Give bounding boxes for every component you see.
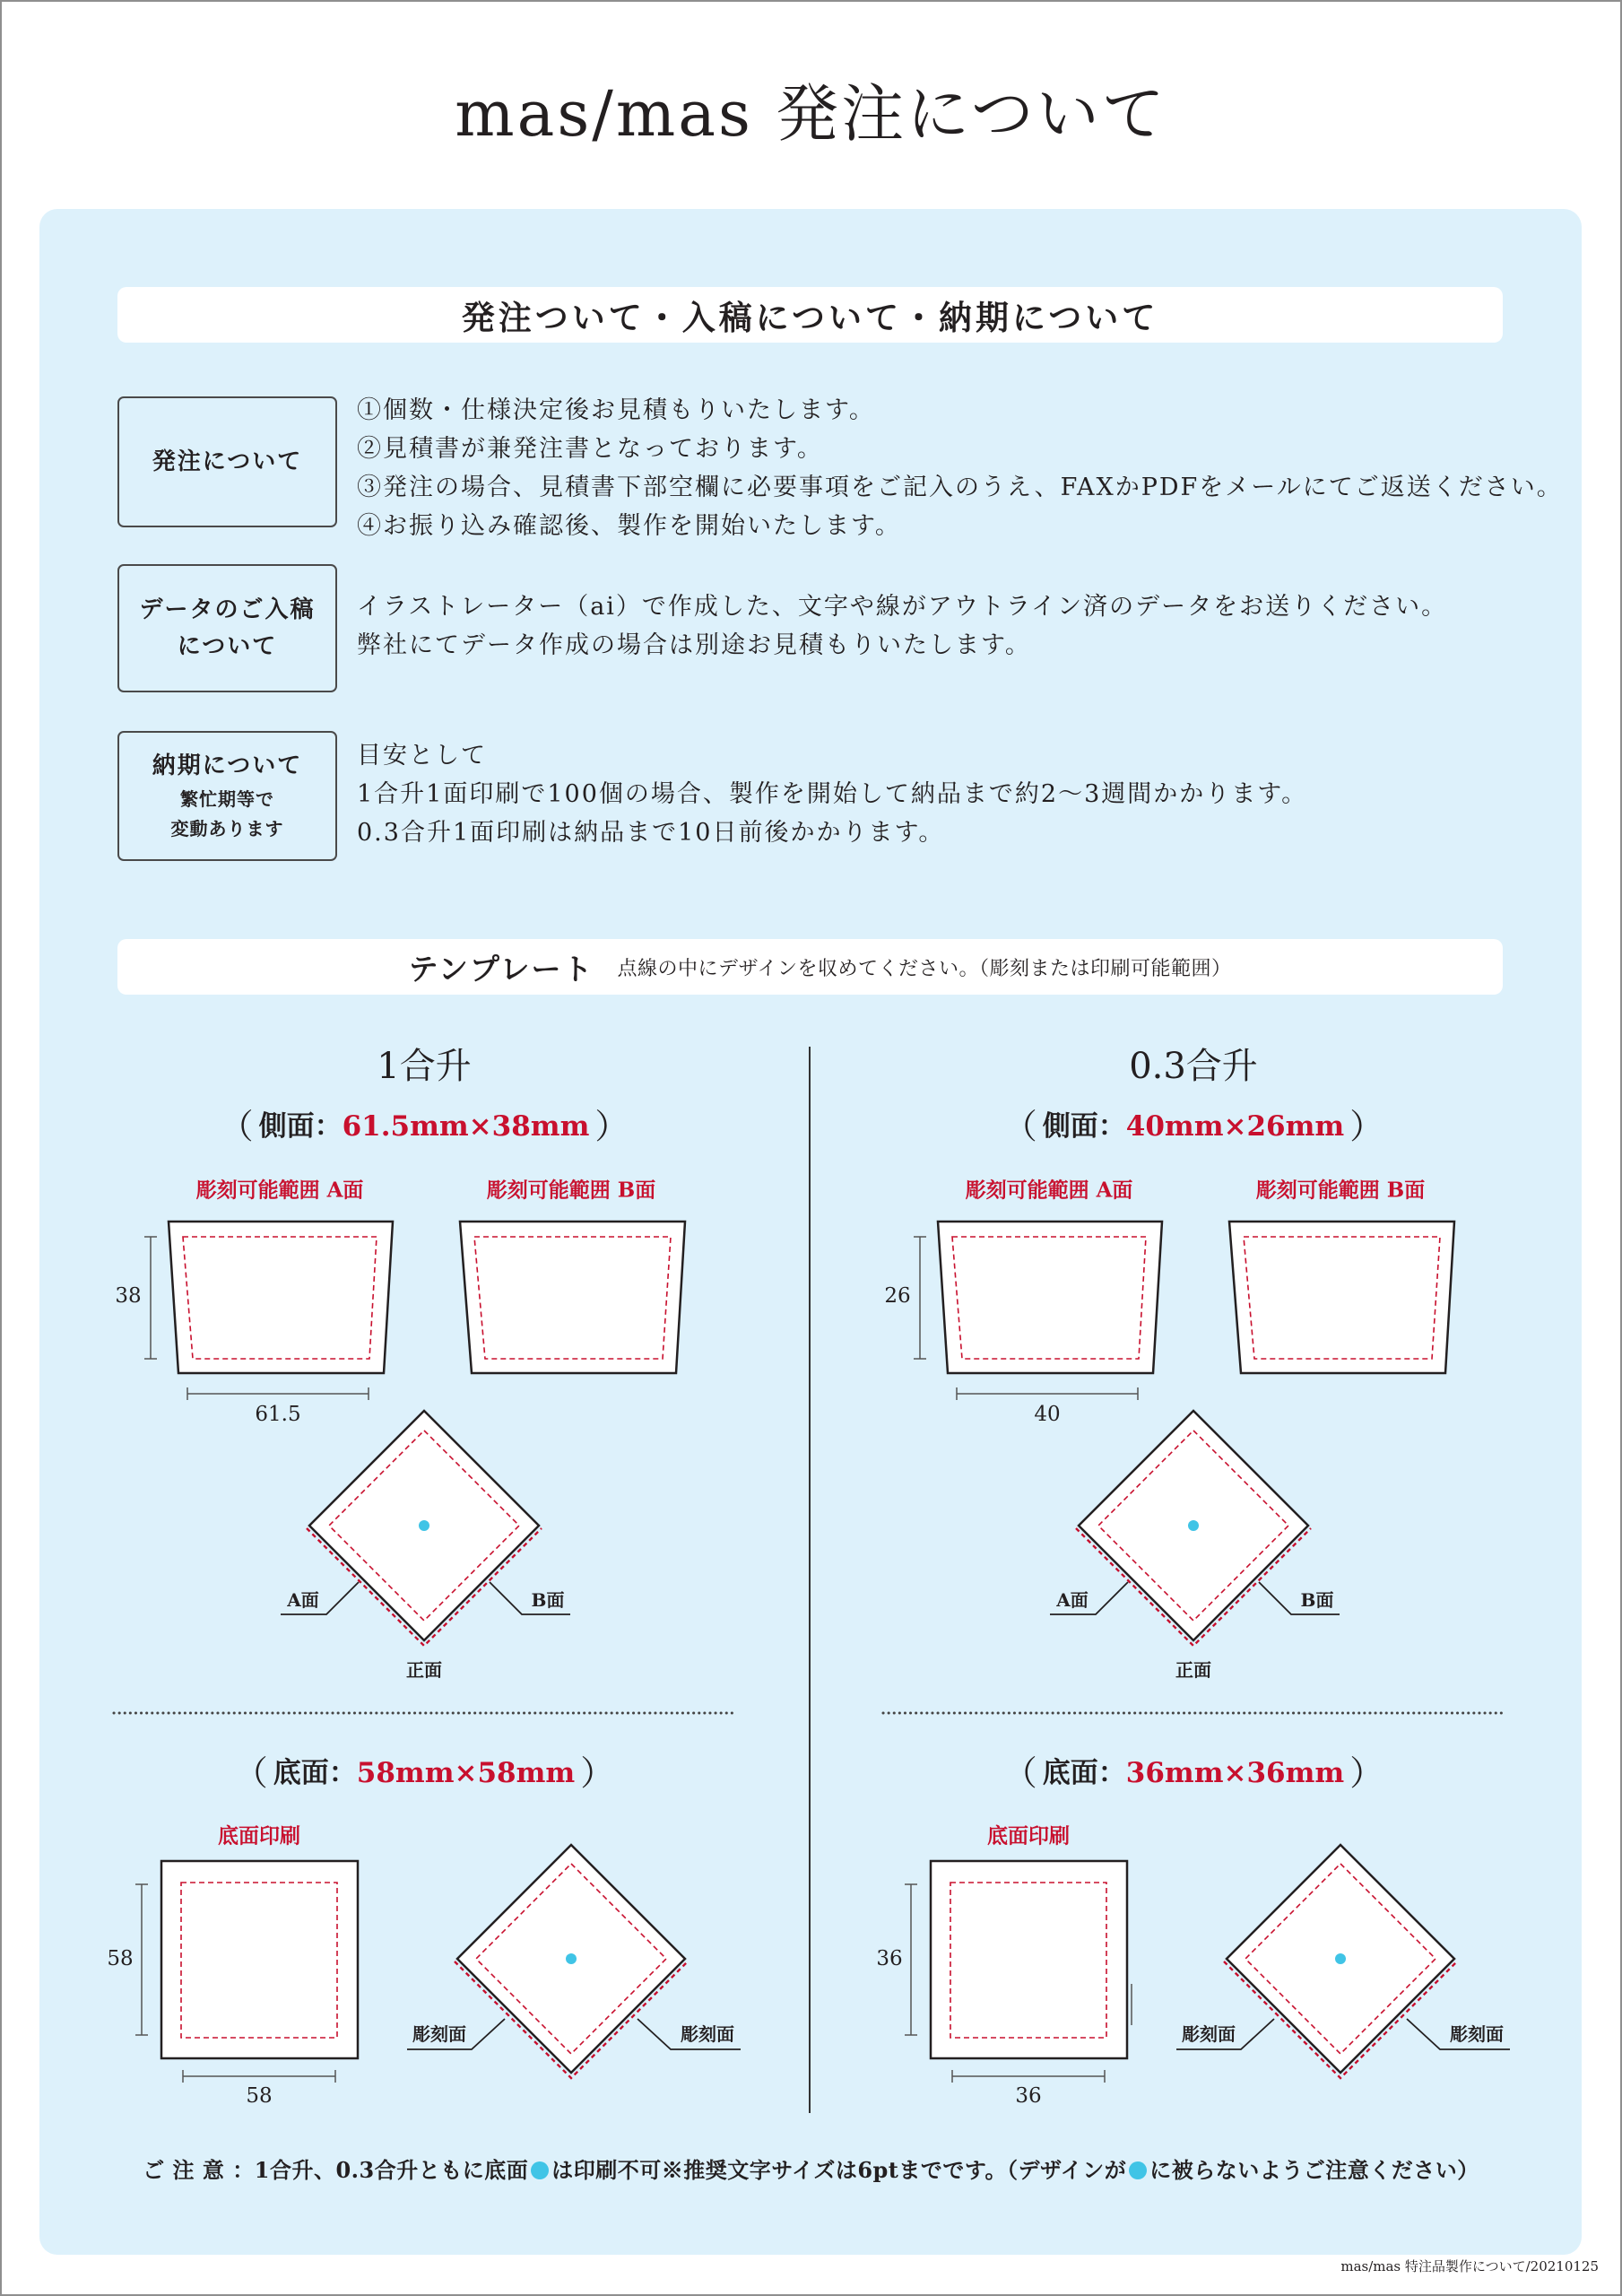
side-face-b-outline: [1229, 1222, 1454, 1373]
bottom-width-dimension: 58: [246, 2084, 273, 2108]
bottom-size-label: [234, 1753, 615, 1793]
paren-close: ）: [1349, 1107, 1384, 1146]
notice-text: ご 注 意 ：1合升、0.3合升ともに底面: [143, 2157, 529, 2183]
row-line: 目安として: [357, 742, 487, 770]
notice-text: は印刷不可※推奨文字サイズは6ptまでです。（デザインが: [551, 2157, 1127, 2183]
label-engrave-left: 彫刻面: [412, 2023, 466, 2045]
row-line: ④お振り込み確認後、製作を開始いたします。: [357, 512, 901, 540]
height-dimension: 26: [884, 1284, 911, 1308]
column-title: 0.3合升: [1129, 1046, 1258, 1087]
bottom-width-dimension-line: [952, 2070, 1105, 2083]
label-front: 正面: [406, 1659, 442, 1681]
bottom-height-dimension-line: [905, 1884, 917, 2035]
bottom-face-outline: [161, 1861, 358, 2058]
face-b-label: 彫刻可能範囲 B面: [486, 1178, 656, 1203]
bottom-print-label: 底面印刷: [987, 1823, 1070, 1848]
row-line: ③発注の場合、見積書下部空欄に必要事項をご記入のうえ、FAXかPDFをメールにてご返送ください。: [357, 474, 1563, 501]
face-a-label: 彫刻可能範囲 A面: [965, 1178, 1133, 1203]
cyan-dot-icon: [531, 2161, 549, 2179]
row-line: 1合升1面印刷で100個の場合、製作を開始して納品まで約2～3週間かかります。: [357, 780, 1308, 808]
row-label-note: 繁忙期等で: [180, 788, 274, 810]
row-label-note: 変動あります: [170, 818, 284, 839]
bottom-width-dimension-line: [183, 2070, 335, 2083]
bottom-size-label: [1003, 1753, 1384, 1793]
side-size: 61.5mm×38mm: [342, 1110, 590, 1143]
height-dimension-line: [914, 1237, 926, 1359]
label-b-face: B面: [1300, 1589, 1334, 1611]
width-dimension: 61.5: [255, 1403, 301, 1426]
bottom-height-dimension-line: [135, 1884, 148, 2035]
side-face-b-outline: [460, 1222, 685, 1373]
bottom-size: 58mm×58mm: [356, 1757, 576, 1789]
side-size: 40mm×26mm: [1125, 1110, 1345, 1143]
label-front: 正面: [1175, 1659, 1211, 1681]
side-view-diagram: [307, 1411, 542, 1646]
bottom-height-dimension: 36: [876, 1947, 903, 1970]
side-size-label: [220, 1107, 629, 1146]
height-dimension: 38: [115, 1284, 142, 1308]
bottom-view-diagram: [1224, 1845, 1457, 2078]
side-label: 側面：: [258, 1110, 343, 1143]
paren-close: ）: [1349, 1753, 1384, 1793]
paren-open: （: [219, 1107, 254, 1146]
label-engrave-right: 彫刻面: [1450, 2023, 1504, 2045]
paren-close: ）: [580, 1753, 615, 1793]
section-header-text: 発注ついて・入稿について・納期について: [461, 298, 1159, 337]
label-engrave-right: 彫刻面: [681, 2023, 734, 2045]
bottom-label: 底面：: [273, 1757, 357, 1789]
face-a-label: 彫刻可能範囲 A面: [195, 1178, 364, 1203]
bottom-print-label: 底面印刷: [218, 1823, 300, 1848]
bottom-view-diagram: [455, 1845, 688, 2078]
print-exclusion-dot-icon: [1335, 1953, 1346, 1964]
page-title: mas/mas 発注について: [455, 77, 1167, 151]
row-label-text: について: [177, 632, 278, 660]
cyan-dot-icon: [1129, 2161, 1147, 2179]
row-label-text: 発注について: [152, 448, 303, 475]
template-heading: テンプレート: [408, 951, 594, 987]
label-engrave-left: 彫刻面: [1182, 2023, 1236, 2045]
bottom-height-dimension: 58: [107, 1947, 134, 1970]
paren-open: （: [1002, 1753, 1037, 1793]
side-view-diagram: [1076, 1411, 1311, 1646]
bottom-face-outline: [931, 1861, 1127, 2058]
bottom-width-dimension: 36: [1015, 2084, 1042, 2108]
row-line: イラストレーター（ai）で作成した、文字や線がアウトライン済のデータをお送りください。: [357, 593, 1448, 621]
row-line: ②見積書が兼発注書となっております。: [357, 435, 823, 463]
width-dimension: 40: [1034, 1403, 1061, 1426]
paren-open: （: [1002, 1107, 1037, 1146]
row-line: ①個数・仕様決定後お見積もりいたします。: [357, 396, 875, 424]
label-a-face: A面: [1056, 1589, 1089, 1611]
side-face-a-outline: [169, 1222, 393, 1373]
side-label: 側面：: [1042, 1110, 1126, 1143]
notice-text: に被らないようご注意ください）: [1149, 2157, 1479, 2183]
template-column-03go: [876, 1046, 1510, 2108]
paren-close: ）: [594, 1107, 629, 1146]
height-dimension-line: [144, 1237, 157, 1359]
row-label-text: データのご入稿: [139, 596, 316, 623]
label-a-face: A面: [287, 1589, 319, 1611]
width-dimension-line: [187, 1387, 369, 1400]
side-size-label: [1003, 1107, 1384, 1146]
side-face-a-outline: [938, 1222, 1162, 1373]
column-title: 1合升: [377, 1046, 472, 1087]
row-line: 0.3合升1面印刷は納品まで10日前後かかります。: [357, 819, 945, 847]
face-b-label: 彫刻可能範囲 B面: [1255, 1178, 1426, 1203]
row-label-text: 納期について: [152, 752, 303, 779]
print-exclusion-dot-icon: [419, 1520, 429, 1531]
label-b-face: B面: [531, 1589, 565, 1611]
width-dimension-line: [957, 1387, 1138, 1400]
template-column-1go: [107, 1046, 741, 2108]
bottom-label: 底面：: [1042, 1757, 1126, 1789]
template-instruction: 点線の中にデザインを収めてください。（彫刻または印刷可能範囲）: [617, 957, 1232, 980]
bottom-size: 36mm×36mm: [1125, 1757, 1345, 1789]
print-exclusion-dot-icon: [1188, 1520, 1199, 1531]
footer: mas/mas 特注品製作について/20210125: [1340, 2258, 1599, 2274]
row-line: 弊社にてデータ作成の場合は別途お見積もりいたします。: [357, 631, 1031, 659]
notice: [0, 2152, 1622, 2188]
print-exclusion-dot-icon: [566, 1953, 577, 1964]
paren-open: （: [233, 1753, 268, 1793]
